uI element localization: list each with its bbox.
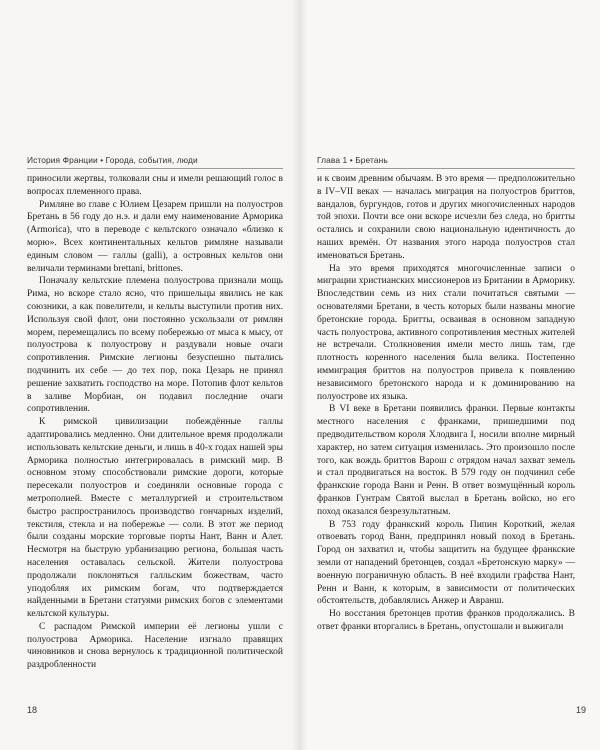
- page-number-left: 18: [27, 705, 38, 715]
- header-rule-right: [317, 168, 575, 169]
- body-text-right: [317, 173, 575, 634]
- paragraph: Но восстания бретонцев против франков продолжались. В ответ франки вторгались в Бретань, опустошали и выжигали: [317, 609, 575, 632]
- header-rule-left: [27, 168, 283, 169]
- paragraph: На это время приходятся многочисленные записи о миграции христианских миссионеров из Британии в Арморику. Впоследствии семь из них стали почитаться святыми — основателями Бретани, в честь которых были названы многие бретонские города. Бритты, осваивая в основном западную часть полуострова, активного сопротивления местных жителей не встречали. Столкновения имели место лишь там, где плотность коренного населения была велика. Постепенно иммиграция бриттов на полуостров привела к появлению независимого бретонского народа и к доминированию на полуострове их языка.: [317, 263, 575, 402]
- paragraph: Поначалу кельтские племена полуострова признали мощь Рима, но вскоре стало ясно, что пришельцы явились не как союзники, а как повелители, и кельты выступили против них. Используя свой флот, они постоянно ускользали от римлян морем, перемещались по всему побережью от мыса к мысу, от полуострова к полуострову и раздували новые очаги сопротивления. Римские легионы безуспешно пытались подчинить их себе — до тех пор, пока Цезарь не принял решение захватить господство на море. Потопив флот кельтов в заливе Морбиан, он подавил последние очаги сопротивления.: [27, 276, 283, 415]
- right-page: [300, 0, 600, 750]
- paragraph: и к своим древним обычаям. В это время — предположительно в IV–VII веках — началась миграция на полуостров бриттов, вандалов, бургундов, готов и других многочисленных народов той эпохи. Почти все они вскоре исчезли без следа, но бритты остались и сохранили свою национальную идентичность до наших времён. От названия этого народа полуостров стал именоваться Бретань.: [317, 174, 575, 261]
- book-gutter: [292, 0, 308, 750]
- paragraph: В 753 году франкский король Пипин Короткий, желая отвоевать город Ванн, предпринял новый поход в Бретань. Город он захватил и, чтобы защитить на будущее франкские земли от нападений бретонцев, создал «Бретонскую марку» — военную пограничную область. В неё входили графства Нант, Ренн и Ванн, к которым, в зависимости от политических обстоятельств, добавлялись Анжер и Авранш.: [317, 519, 575, 607]
- running-head-right: Глава 1 • Бретань: [317, 155, 388, 165]
- running-head-left: История Франции • Города, события, люди: [27, 155, 198, 165]
- body-text-left: [27, 173, 283, 672]
- page-number-right: 19: [576, 705, 587, 715]
- paragraph: С распадом Римской империи её легионы ушли с полуострова Арморика. Население изгнало правящих чиновников и снова вернулось к традиционной политической раздробленности: [27, 621, 283, 671]
- paragraph: В VI веке в Бретани появились франки. Первые контакты местного населения с франками, пришедшими под предводительством короля Хлодвига I, носили вполне мирный характер, но затем ситуация изменилась. Это произошло после того, как вождь бриттов Варош с отрядом начал захват земель и стал продвигаться на восток. В 579 году он подчинил себе франкские города Вани и Ренн. В ответ возмущённый король франков Гунтрам Святой выслал в Бретань войско, но его поход оказался безрезультатным.: [317, 404, 575, 517]
- paragraph: приносили жертвы, толковали сны и имели решающий голос в вопросах племенного права.: [27, 174, 283, 197]
- paragraph: К римской цивилизации побеждённые галлы адаптировались медленно. Они длительное время продолжали использовать кельтские деньги, и лишь в 40-х годах нашей эры Арморика полностью интегрировалась в римский мир. В основном этому способствовали римские дороги, которые пересекали полуостров и соединяли основные города с метрополией. Вместе с металлургией и строительством быстро распространилось производство гончарных изделий, текстиля, стекла и на побережье — соли. В этот же период были созданы морские торговые порты Нант, Ванн и Алет. Несмотря на быструю урбанизацию региона, большая часть населения оставалась сельской. Жители полуострова продолжали поклоняться галльским божествам, часто уподобляя их римским богам, что подтверждается найденными в Бретани статуями римских богов с элементами кельтской культуры.: [27, 417, 283, 620]
- paragraph: Римляне во главе с Юлием Цезарем пришли на полуостров Бретань в 56 году до н.э. и дали ему наименование Арморика (Armorica), что в переводе с кельтского означало «близко к морю». Всех континентальных кельтов римляне называли единым словом — галлы (galli), а островных кельтов они величали терминами brettani, brittones.: [27, 199, 283, 274]
